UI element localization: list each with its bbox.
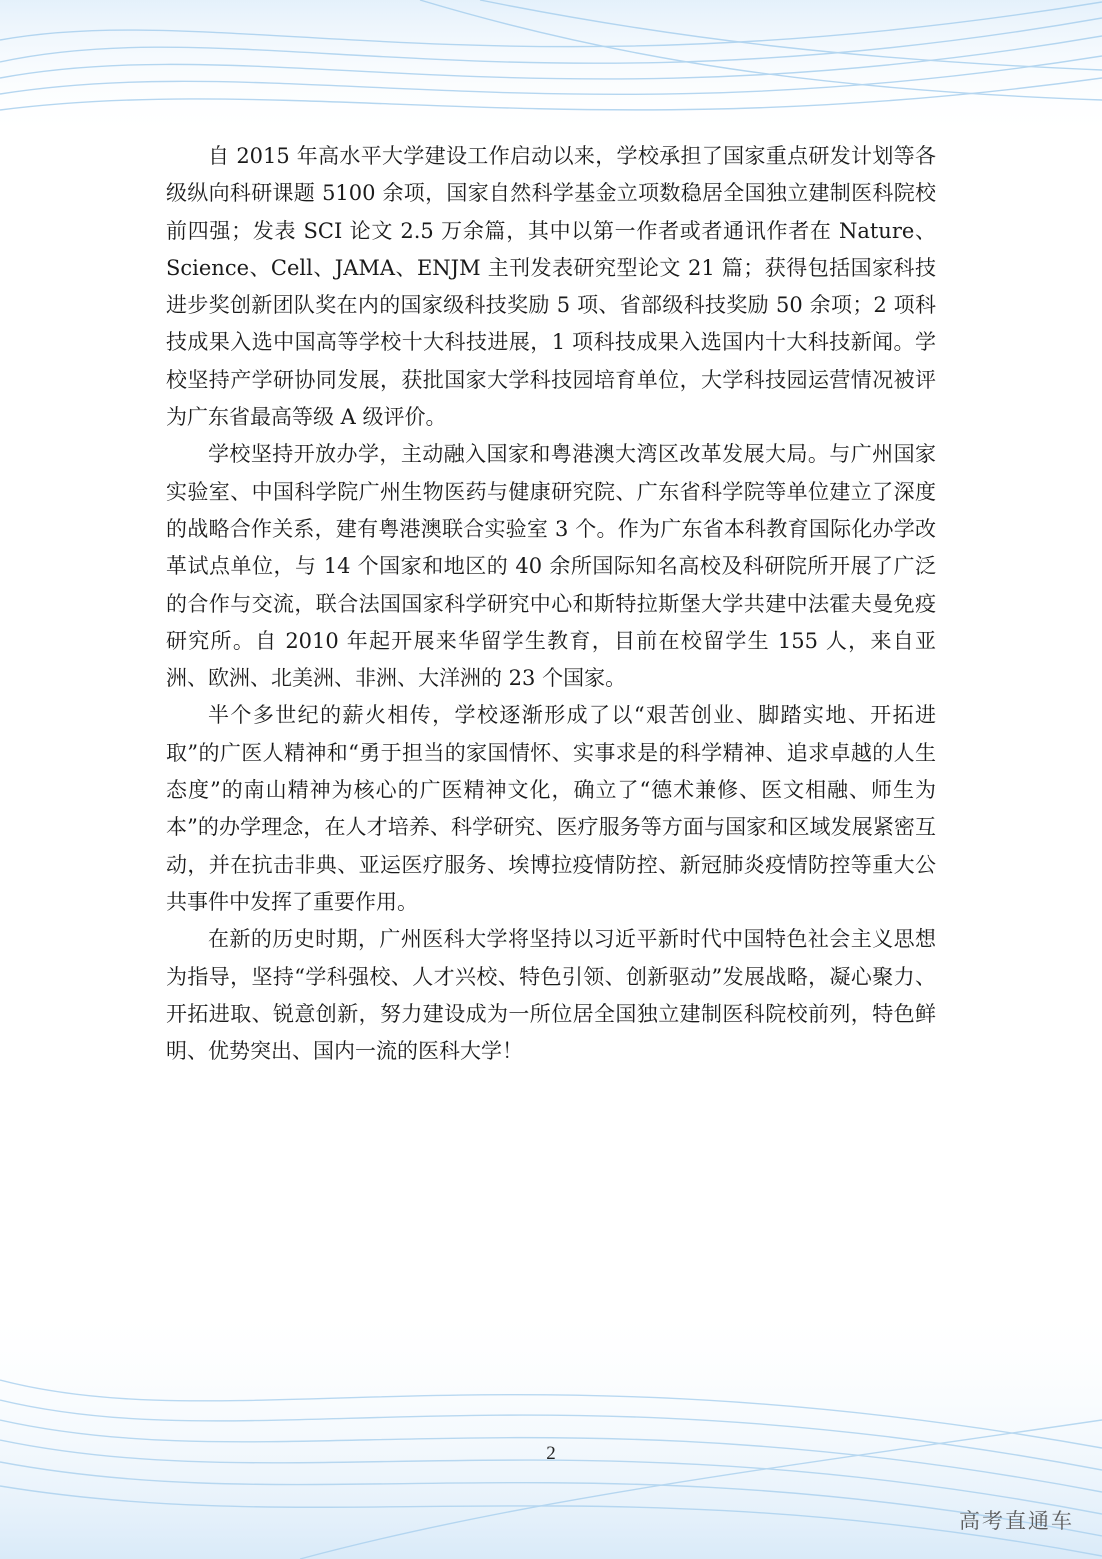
document-body [166,138,936,1070]
watermark-label: 高考直通车 [959,1509,1074,1533]
paragraph-international: 学校坚持开放办学，主动融入国家和粤港澳大湾区改革发展大局。与广州国家实验室、中国科学院广州生物医药与健康研究院、广东省科学院等单位建立了深度的战略合作关系，建有粤港澳联合实验室 3 个。作为广东省本科教育国际化办学改革试点单位，与 14 个国家和地区的 40 余所国际知名高校及科研院所开展了广泛的合作与交流，联合法国国家科学研究中心和斯特拉斯堡大学共建中法霍夫曼免疫研究所。自 2010 年起开展来华留学生教育，目前在校留学生 155 人，来自亚洲、欧洲、北美洲、非洲、大洋洲的 23 个国家。 [166,442,936,691]
page-number: 2 [546,1443,556,1464]
paragraph-culture: 半个多世纪的薪火相传，学校逐渐形成了以“艰苦创业、脚踏实地、开拓进取”的广医人精神和“勇于担当的家国情怀、实事求是的科学精神、追求卓越的人生态度”的南山精神为核心的广医精神文化，确立了“德术兼修、医文相融、师生为本”的办学理念，在人才培养、科学研究、医疗服务等方面与国家和区域发展紧密互动，并在抗击非典、亚运医疗服务、埃博拉疫情防控、新冠肺炎疫情防控等重大公共事件中发挥了重要作用。 [166,703,936,914]
paragraph-research: 自 2015 年高水平大学建设工作启动以来，学校承担了国家重点研发计划等各级纵向科研课题 5100 余项，国家自然科学基金立项数稳居全国独立建制医科院校前四强；发表 SCI 论文 2.5 万余篇，其中以第一作者或者通讯作者在 Nature、Science、Cell、JAMA、ENJM 主刊发表研究型论文 21 篇；获得包括国家科技进步奖创新团队奖在内的国家级科技奖励 5 项、省部级科技奖励 50 余项；2 项科技成果入选中国高等学校十大科技进展，1 项科技成果入选国内十大科技新闻。学校坚持产学研协同发展，获批国家大学科技园培育单位，大学科技园运营情况被评为广东省最高等级 A 级评价。 [166,144,936,430]
paragraph-future: 在新的历史时期，广州医科大学将坚持以习近平新时代中国特色社会主义思想为指导，坚持“学科强校、人才兴校、特色引领、创新驱动”发展战略，凝心聚力、开拓进取、锐意创新，努力建设成为一所位居全国独立建制医科院校前列，特色鲜明、优势突出、国内一流的医科大学！ [166,927,936,1064]
